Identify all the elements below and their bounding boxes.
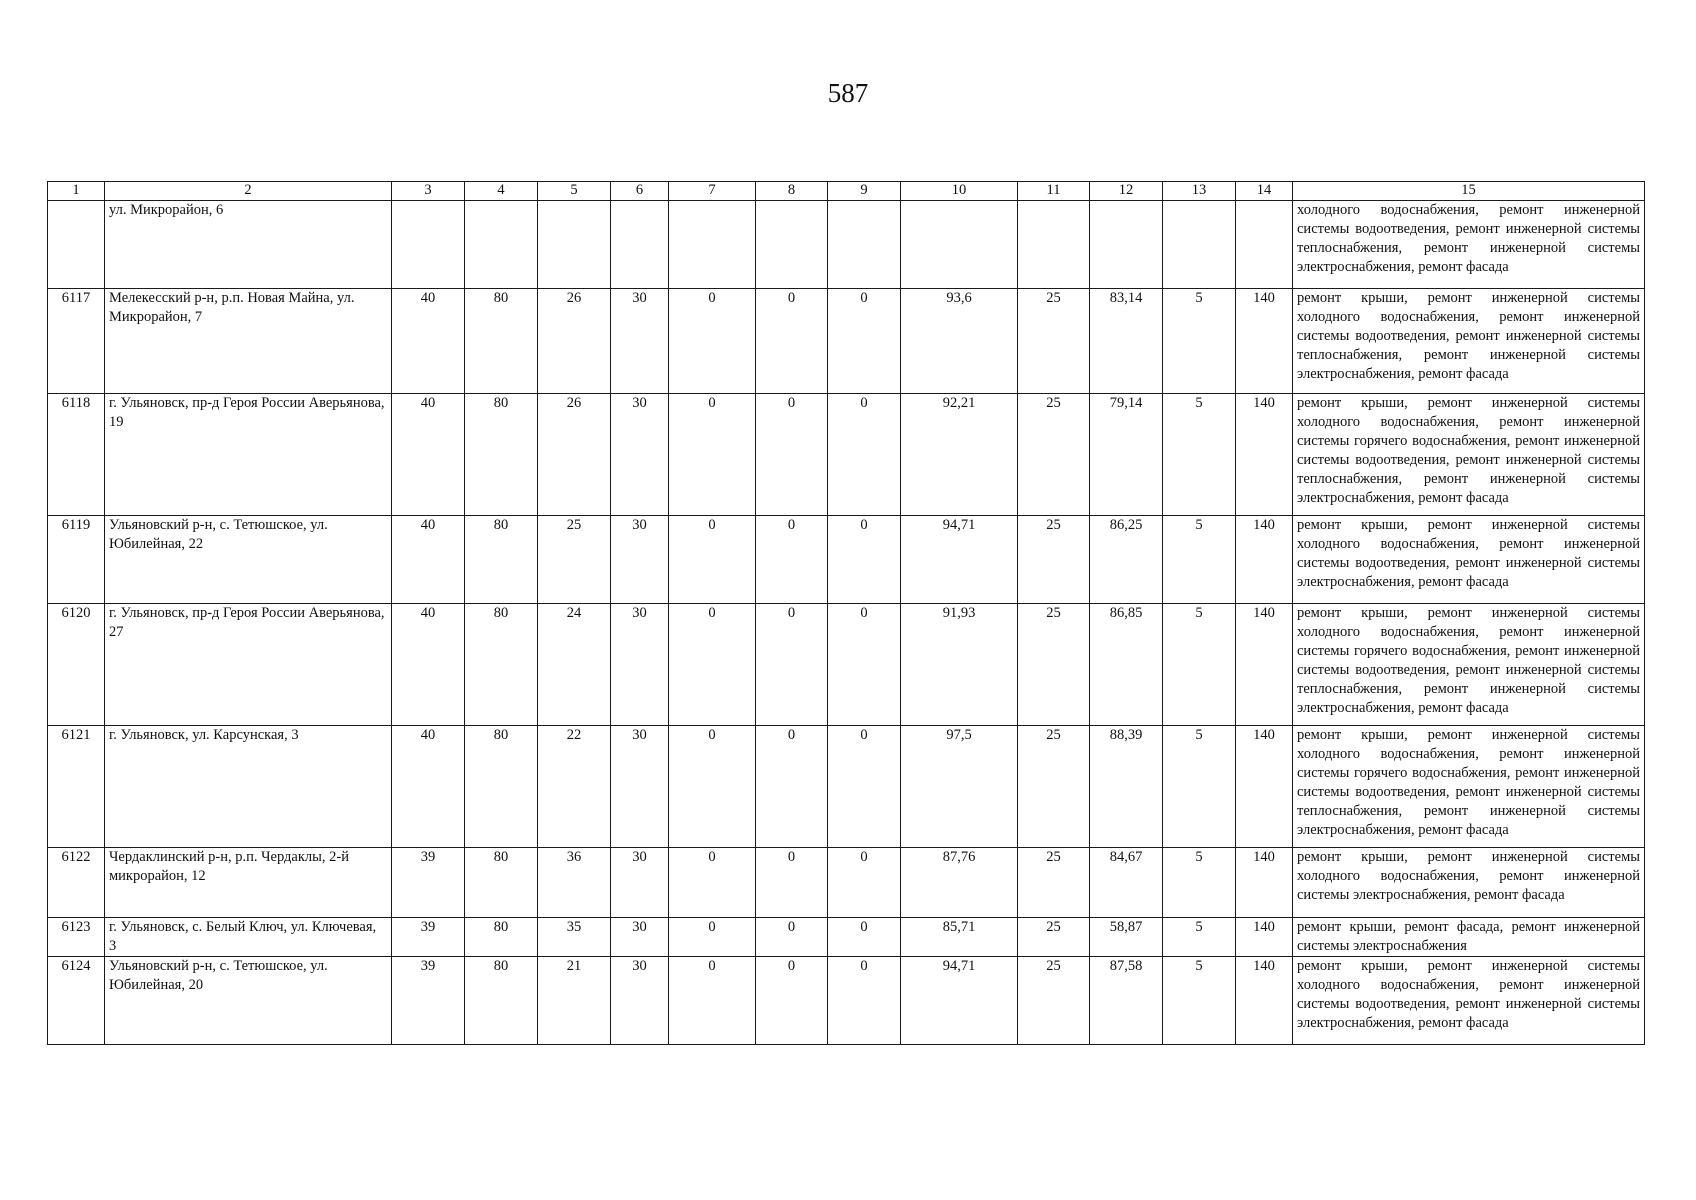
table-row xyxy=(48,848,1645,918)
value-cell-col-7: 0 xyxy=(669,848,756,918)
table-row xyxy=(48,726,1645,848)
address-cell: Чердаклинский р-н, р.п. Чердаклы, 2-й микрорайон, 12 xyxy=(105,848,392,918)
repair-works-cell: ремонт крыши, ремонт инженерной системы холодного водоснабжения, ремонт инженерной системы электроснабжения, ремонт фасада xyxy=(1293,848,1645,918)
value-cell-col-13: 5 xyxy=(1163,289,1236,394)
row-number-cell: 6124 xyxy=(48,956,105,1044)
repair-works-cell: ремонт крыши, ремонт инженерной системы холодного водоснабжения, ремонт инженерной системы водоотведения, ремонт инженерной системы теплоснабжения, ремонт инженерной системы электроснабжения, ремонт фасада xyxy=(1293,289,1645,394)
value-cell-col-4 xyxy=(465,201,538,289)
column-header-2: 2 xyxy=(105,182,392,201)
table-row xyxy=(48,516,1645,604)
value-cell-col-7 xyxy=(669,201,756,289)
column-number-header-row xyxy=(48,182,1645,201)
value-cell-col-14 xyxy=(1236,201,1293,289)
row-number-cell: 6121 xyxy=(48,726,105,848)
value-cell-col-9: 0 xyxy=(828,726,901,848)
column-header-3: 3 xyxy=(392,182,465,201)
value-cell-col-9: 0 xyxy=(828,289,901,394)
value-cell-col-8: 0 xyxy=(756,289,828,394)
value-cell-col-8: 0 xyxy=(756,726,828,848)
value-cell-col-5: 36 xyxy=(538,848,611,918)
address-cell: Ульяновский р-н, с. Тетюшское, ул. Юбилейная, 20 xyxy=(105,956,392,1044)
value-cell-col-10: 92,21 xyxy=(901,394,1018,516)
value-cell-col-6: 30 xyxy=(611,604,669,726)
value-cell-col-3: 40 xyxy=(392,289,465,394)
value-cell-col-6: 30 xyxy=(611,394,669,516)
repair-works-cell: ремонт крыши, ремонт фасада, ремонт инженерной системы электроснабжения xyxy=(1293,918,1645,957)
repair-works-cell: холодного водоснабжения, ремонт инженерной системы водоотведения, ремонт инженерной системы теплоснабжения, ремонт инженерной системы электроснабжения, ремонт фасада xyxy=(1293,201,1645,289)
value-cell-col-5: 26 xyxy=(538,289,611,394)
value-cell-col-11 xyxy=(1018,201,1090,289)
repair-works-cell: ремонт крыши, ремонт инженерной системы холодного водоснабжения, ремонт инженерной системы водоотведения, ремонт инженерной системы электроснабжения, ремонт фасада xyxy=(1293,956,1645,1044)
value-cell-col-13: 5 xyxy=(1163,956,1236,1044)
value-cell-col-10: 85,71 xyxy=(901,918,1018,957)
column-header-13: 13 xyxy=(1163,182,1236,201)
value-cell-col-9: 0 xyxy=(828,848,901,918)
value-cell-col-5: 25 xyxy=(538,516,611,604)
value-cell-col-5: 35 xyxy=(538,918,611,957)
repair-works-cell: ремонт крыши, ремонт инженерной системы холодного водоснабжения, ремонт инженерной системы горячего водоснабжения, ремонт инженерной системы водоотведения, ремонт инженерной системы теплоснабжения, ремонт инженерной системы электроснабжения, ремонт фасада xyxy=(1293,604,1645,726)
address-cell: г. Ульяновск, пр-д Героя России Аверьянова, 27 xyxy=(105,604,392,726)
value-cell-col-7: 0 xyxy=(669,604,756,726)
value-cell-col-11: 25 xyxy=(1018,516,1090,604)
column-header-7: 7 xyxy=(669,182,756,201)
value-cell-col-9: 0 xyxy=(828,918,901,957)
address-cell: Ульяновский р-н, с. Тетюшское, ул. Юбилейная, 22 xyxy=(105,516,392,604)
column-header-8: 8 xyxy=(756,182,828,201)
value-cell-col-6 xyxy=(611,201,669,289)
page-number: 587 xyxy=(827,78,869,108)
column-header-6: 6 xyxy=(611,182,669,201)
table-row xyxy=(48,918,1645,957)
value-cell-col-7: 0 xyxy=(669,516,756,604)
value-cell-col-8: 0 xyxy=(756,516,828,604)
value-cell-col-8 xyxy=(756,201,828,289)
value-cell-col-13: 5 xyxy=(1163,918,1236,957)
value-cell-col-12 xyxy=(1090,201,1163,289)
value-cell-col-12: 83,14 xyxy=(1090,289,1163,394)
value-cell-col-9 xyxy=(828,201,901,289)
value-cell-col-9: 0 xyxy=(828,604,901,726)
value-cell-col-11: 25 xyxy=(1018,394,1090,516)
column-header-11: 11 xyxy=(1018,182,1090,201)
column-header-14: 14 xyxy=(1236,182,1293,201)
value-cell-col-5: 26 xyxy=(538,394,611,516)
value-cell-col-13: 5 xyxy=(1163,604,1236,726)
value-cell-col-6: 30 xyxy=(611,918,669,957)
value-cell-col-12: 87,58 xyxy=(1090,956,1163,1044)
value-cell-col-3: 40 xyxy=(392,726,465,848)
value-cell-col-9: 0 xyxy=(828,516,901,604)
value-cell-col-11: 25 xyxy=(1018,604,1090,726)
column-header-12: 12 xyxy=(1090,182,1163,201)
row-number-cell: 6118 xyxy=(48,394,105,516)
value-cell-col-5: 21 xyxy=(538,956,611,1044)
address-cell: Мелекесский р-н, р.п. Новая Майна, ул. Микрорайон, 7 xyxy=(105,289,392,394)
value-cell-col-10: 93,6 xyxy=(901,289,1018,394)
column-header-4: 4 xyxy=(465,182,538,201)
value-cell-col-12: 86,85 xyxy=(1090,604,1163,726)
value-cell-col-7: 0 xyxy=(669,394,756,516)
value-cell-col-11: 25 xyxy=(1018,956,1090,1044)
column-header-15: 15 xyxy=(1293,182,1645,201)
value-cell-col-3: 40 xyxy=(392,516,465,604)
value-cell-col-9: 0 xyxy=(828,394,901,516)
column-header-10: 10 xyxy=(901,182,1018,201)
value-cell-col-6: 30 xyxy=(611,956,669,1044)
address-cell: г. Ульяновск, ул. Карсунская, 3 xyxy=(105,726,392,848)
value-cell-col-11: 25 xyxy=(1018,289,1090,394)
value-cell-col-3: 39 xyxy=(392,848,465,918)
value-cell-col-14: 140 xyxy=(1236,848,1293,918)
value-cell-col-11: 25 xyxy=(1018,918,1090,957)
value-cell-col-7: 0 xyxy=(669,956,756,1044)
row-number-cell: 6119 xyxy=(48,516,105,604)
value-cell-col-10: 97,5 xyxy=(901,726,1018,848)
value-cell-col-8: 0 xyxy=(756,394,828,516)
value-cell-col-3: 40 xyxy=(392,394,465,516)
value-cell-col-11: 25 xyxy=(1018,848,1090,918)
table-body xyxy=(48,201,1645,1045)
value-cell-col-13 xyxy=(1163,201,1236,289)
value-cell-col-7: 0 xyxy=(669,726,756,848)
value-cell-col-8: 0 xyxy=(756,604,828,726)
value-cell-col-4: 80 xyxy=(465,726,538,848)
value-cell-col-7: 0 xyxy=(669,289,756,394)
value-cell-col-6: 30 xyxy=(611,848,669,918)
value-cell-col-13: 5 xyxy=(1163,394,1236,516)
value-cell-col-3: 39 xyxy=(392,956,465,1044)
value-cell-col-4: 80 xyxy=(465,956,538,1044)
column-header-1: 1 xyxy=(48,182,105,201)
value-cell-col-8: 0 xyxy=(756,956,828,1044)
value-cell-col-14: 140 xyxy=(1236,394,1293,516)
value-cell-col-14: 140 xyxy=(1236,956,1293,1044)
value-cell-col-10: 91,93 xyxy=(901,604,1018,726)
value-cell-col-3: 39 xyxy=(392,918,465,957)
value-cell-col-8: 0 xyxy=(756,848,828,918)
value-cell-col-6: 30 xyxy=(611,516,669,604)
value-cell-col-13: 5 xyxy=(1163,516,1236,604)
value-cell-col-14: 140 xyxy=(1236,516,1293,604)
row-number-cell: 6122 xyxy=(48,848,105,918)
table-row xyxy=(48,289,1645,394)
value-cell-col-12: 79,14 xyxy=(1090,394,1163,516)
value-cell-col-10: 87,76 xyxy=(901,848,1018,918)
table-row xyxy=(48,604,1645,726)
value-cell-col-10 xyxy=(901,201,1018,289)
value-cell-col-10: 94,71 xyxy=(901,956,1018,1044)
table-row xyxy=(48,201,1645,289)
value-cell-col-14: 140 xyxy=(1236,604,1293,726)
column-header-5: 5 xyxy=(538,182,611,201)
repair-works-cell: ремонт крыши, ремонт инженерной системы холодного водоснабжения, ремонт инженерной системы водоотведения, ремонт инженерной системы электроснабжения, ремонт фасада xyxy=(1293,516,1645,604)
value-cell-col-6: 30 xyxy=(611,726,669,848)
value-cell-col-4: 80 xyxy=(465,516,538,604)
value-cell-col-5: 22 xyxy=(538,726,611,848)
address-cell: г. Ульяновск, пр-д Героя России Аверьянова, 19 xyxy=(105,394,392,516)
repair-works-cell: ремонт крыши, ремонт инженерной системы холодного водоснабжения, ремонт инженерной системы горячего водоснабжения, ремонт инженерной системы водоотведения, ремонт инженерной системы теплоснабжения, ремонт инженерной системы электроснабжения, ремонт фасада xyxy=(1293,726,1645,848)
value-cell-col-12: 84,67 xyxy=(1090,848,1163,918)
value-cell-col-12: 86,25 xyxy=(1090,516,1163,604)
value-cell-col-11: 25 xyxy=(1018,726,1090,848)
value-cell-col-4: 80 xyxy=(465,289,538,394)
row-number-cell: 6123 xyxy=(48,918,105,957)
value-cell-col-12: 88,39 xyxy=(1090,726,1163,848)
value-cell-col-4: 80 xyxy=(465,918,538,957)
value-cell-col-7: 0 xyxy=(669,918,756,957)
row-number-cell xyxy=(48,201,105,289)
value-cell-col-14: 140 xyxy=(1236,726,1293,848)
value-cell-col-3 xyxy=(392,201,465,289)
value-cell-col-4: 80 xyxy=(465,394,538,516)
table-row xyxy=(48,394,1645,516)
repair-works-cell: ремонт крыши, ремонт инженерной системы холодного водоснабжения, ремонт инженерной системы горячего водоснабжения, ремонт инженерной системы водоотведения, ремонт инженерной системы теплоснабжения, ремонт инженерной системы электроснабжения, ремонт фасада xyxy=(1293,394,1645,516)
value-cell-col-5: 24 xyxy=(538,604,611,726)
value-cell-col-4: 80 xyxy=(465,848,538,918)
value-cell-col-12: 58,87 xyxy=(1090,918,1163,957)
repair-registry-table xyxy=(47,181,1645,1045)
column-header-9: 9 xyxy=(828,182,901,201)
value-cell-col-8: 0 xyxy=(756,918,828,957)
table-row xyxy=(48,956,1645,1044)
address-cell: г. Ульяновск, с. Белый Ключ, ул. Ключевая, 3 xyxy=(105,918,392,957)
address-cell: ул. Микрорайон, 6 xyxy=(105,201,392,289)
value-cell-col-9: 0 xyxy=(828,956,901,1044)
value-cell-col-6: 30 xyxy=(611,289,669,394)
row-number-cell: 6117 xyxy=(48,289,105,394)
value-cell-col-13: 5 xyxy=(1163,726,1236,848)
value-cell-col-3: 40 xyxy=(392,604,465,726)
value-cell-col-10: 94,71 xyxy=(901,516,1018,604)
value-cell-col-13: 5 xyxy=(1163,848,1236,918)
value-cell-col-14: 140 xyxy=(1236,918,1293,957)
value-cell-col-4: 80 xyxy=(465,604,538,726)
value-cell-col-5 xyxy=(538,201,611,289)
row-number-cell: 6120 xyxy=(48,604,105,726)
value-cell-col-14: 140 xyxy=(1236,289,1293,394)
